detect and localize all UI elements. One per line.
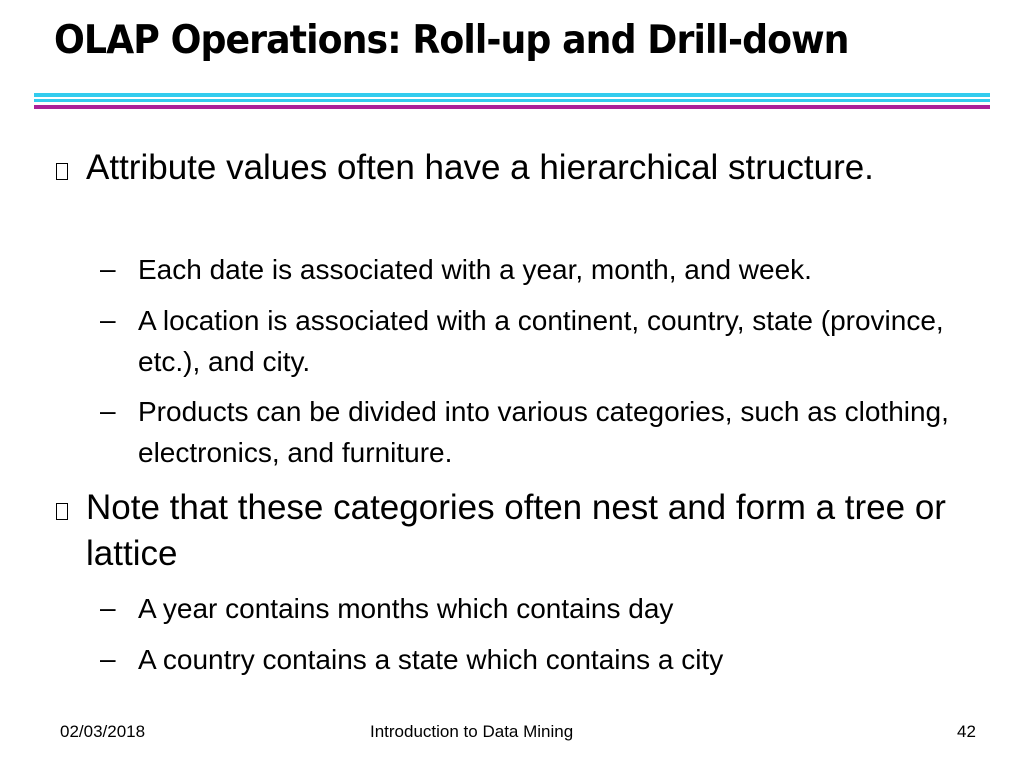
footer-date: 02/03/2018 bbox=[60, 722, 146, 741]
dash-marker: – bbox=[100, 395, 116, 426]
footer-title: Introduction to Data Mining bbox=[370, 722, 574, 741]
title-rule-cyan-bottom bbox=[34, 99, 990, 102]
slide-title: OLAP Operations: Roll-up and Drill-down bbox=[54, 18, 849, 63]
dash-marker: – bbox=[100, 253, 116, 284]
square-bullet-icon bbox=[56, 163, 68, 180]
bullet-text: Note that these categories often nest and form a tree or lattice bbox=[86, 488, 946, 573]
sub-bullet-text: A year contains months which contains day bbox=[138, 593, 674, 624]
bullet-text: Attribute values often have a hierarchical structure. bbox=[86, 148, 874, 187]
dash-marker: – bbox=[100, 304, 116, 335]
dash-marker: – bbox=[100, 592, 116, 623]
title-rule-cyan-top bbox=[34, 93, 990, 97]
dash-marker: – bbox=[100, 643, 116, 674]
sub-bullet-text: A location is associated with a continent, country, state (province, etc.), and city. bbox=[138, 305, 944, 377]
square-bullet-icon bbox=[56, 503, 68, 520]
title-rule-magenta bbox=[34, 105, 990, 109]
footer-page-number: 42 bbox=[957, 722, 976, 741]
sub-bullet-text: A country contains a state which contains a city bbox=[138, 644, 724, 675]
sub-bullet-text: Each date is associated with a year, month, and week. bbox=[138, 254, 812, 285]
sub-bullet-text: Products can be divided into various categories, such as clothing, electronics, and furniture. bbox=[138, 396, 949, 468]
